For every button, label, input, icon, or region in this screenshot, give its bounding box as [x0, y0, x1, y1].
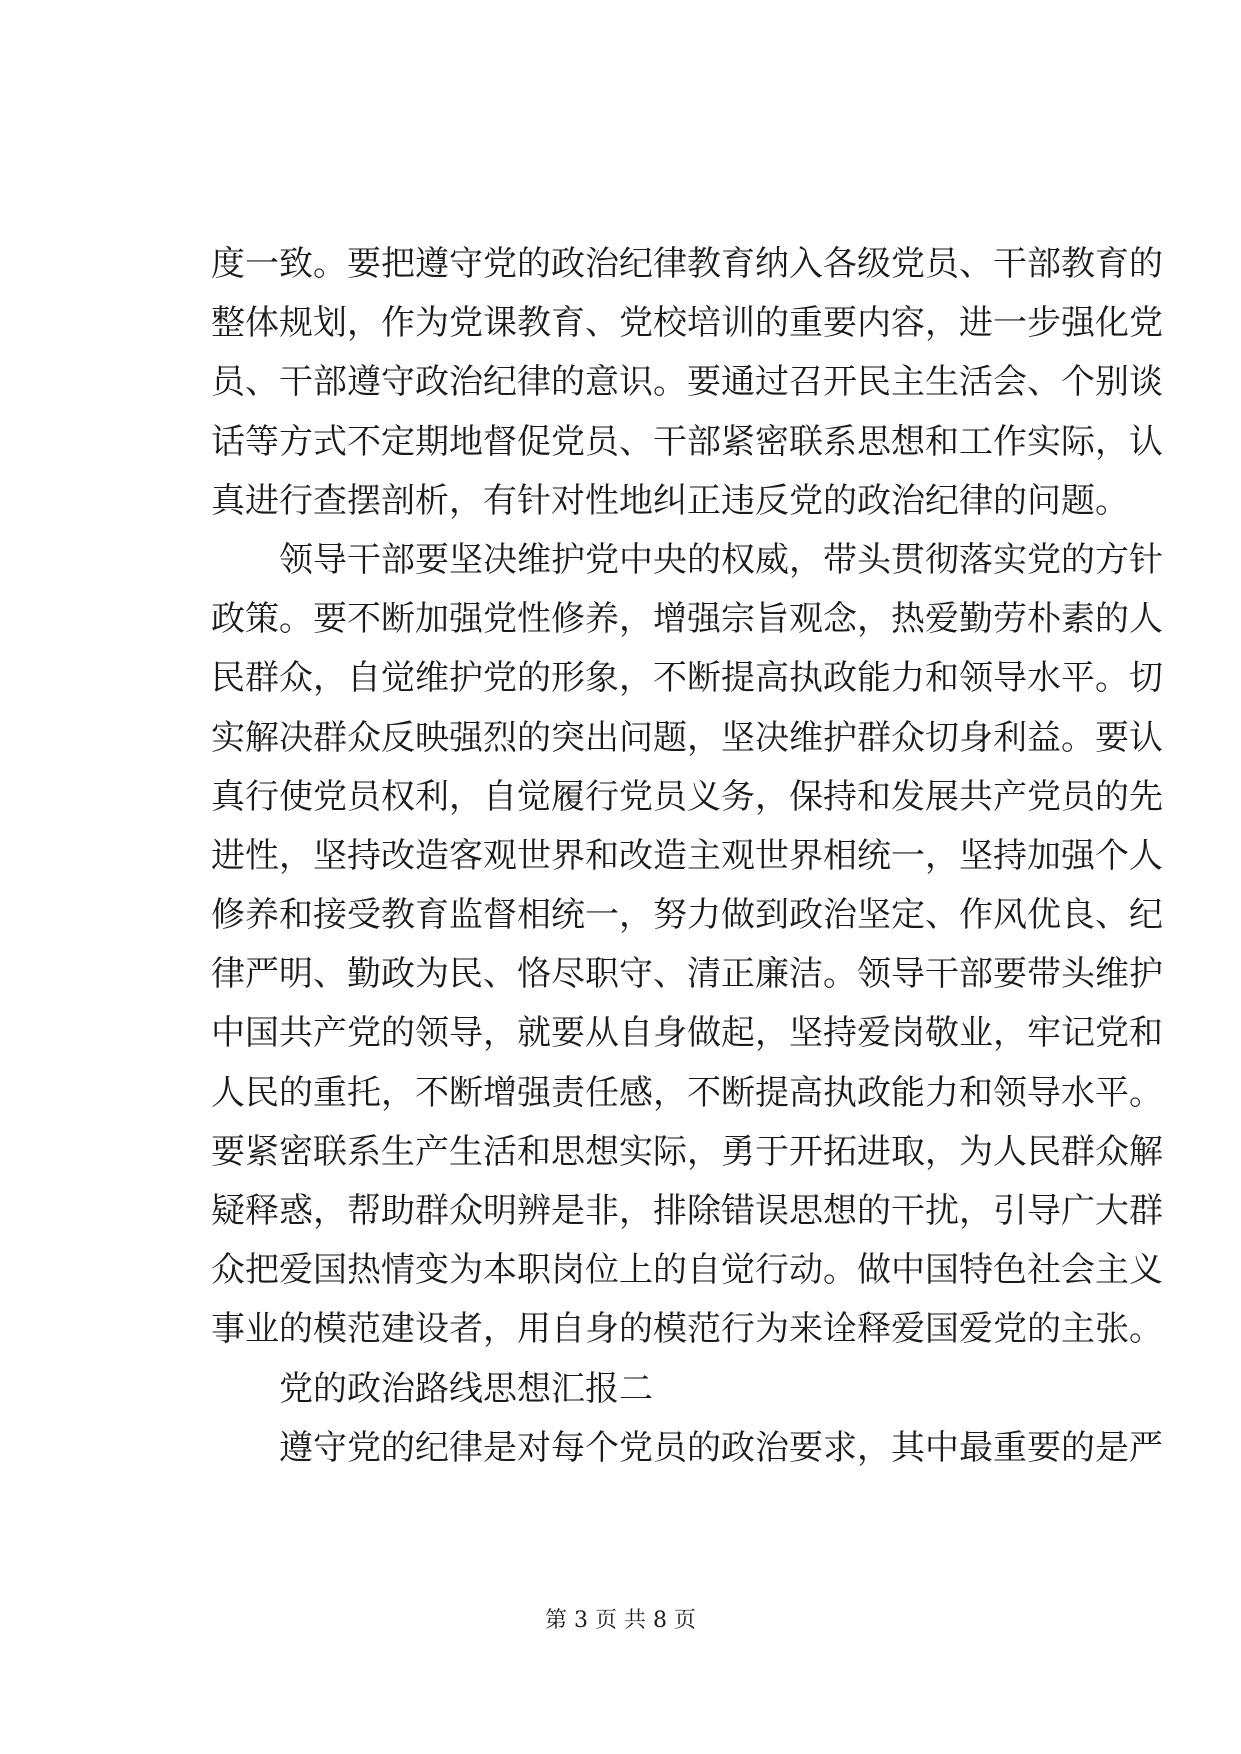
text-line: 众把爱国热情变为本职岗位上的自觉行动。做中国特色社会主义	[211, 1250, 1163, 1291]
text-line: 民群众，自觉维护党的形象，不断提高执政能力和领导水平。切	[211, 658, 1163, 699]
text-line: 度一致。要把遵守党的政治纪律教育纳入各级党员、干部教育的	[211, 244, 1163, 284]
text-line: 事业的模范建设者，用自身的模范行为来诠释爱国爱党的主张。	[211, 1309, 1163, 1350]
text-line: 党的政治路线思想汇报二	[279, 1368, 653, 1409]
text-line: 领导干部要坚决维护党中央的权威，带头贯彻落实党的方针	[279, 539, 1163, 580]
page-footer	[0, 1606, 1241, 1636]
text-line: 修养和接受教育监督相统一，努力做到政治坚定、作风优良、纪	[211, 895, 1163, 936]
page-number: 第 3 页 共 8 页	[545, 1608, 696, 1633]
text-line: 律严明、勤政为民、恪尽职守、清正廉洁。领导干部要带头维护	[211, 954, 1163, 995]
text-line: 真行使党员权利，自觉履行党员义务，保持和发展共产党员的先	[211, 776, 1163, 817]
text-line: 进性，坚持改造客观世界和改造主观世界相统一，坚持加强个人	[211, 835, 1163, 876]
text-line: 遵守党的纪律是对每个党员的政治要求，其中最重要的是严	[279, 1427, 1163, 1468]
text-line: 话等方式不定期地督促党员、干部紧密联系思想和工作实际，认	[211, 421, 1163, 462]
text-line: 要紧密联系生产生活和思想实际，勇于开拓进取，为人民群众解	[211, 1131, 1163, 1172]
text-line: 员、干部遵守政治纪律的意识。要通过召开民主生活会、个别谈	[211, 362, 1163, 403]
text-line: 实解决群众反映强烈的突出问题，坚决维护群众切身利益。要认	[211, 717, 1163, 758]
text-line: 人民的重托，不断增强责任感，不断提高执政能力和领导水平。	[211, 1072, 1163, 1113]
text-line: 整体规划，作为党课教育、党校培训的重要内容，进一步强化党	[211, 303, 1163, 344]
text-line: 真进行查摆剖析，有针对性地纠正违反党的政治纪律的问题。	[211, 480, 1129, 521]
document-body	[211, 235, 1163, 1478]
text-line: 中国共产党的领导，就要从自身做起，坚持爱岗敬业，牢记党和	[211, 1013, 1163, 1054]
text-line: 政策。要不断加强党性修养，增强宗旨观念，热爱勤劳朴素的人	[211, 599, 1163, 640]
text-line: 疑释惑，帮助群众明辨是非，排除错误思想的干扰，引导广大群	[211, 1191, 1163, 1231]
